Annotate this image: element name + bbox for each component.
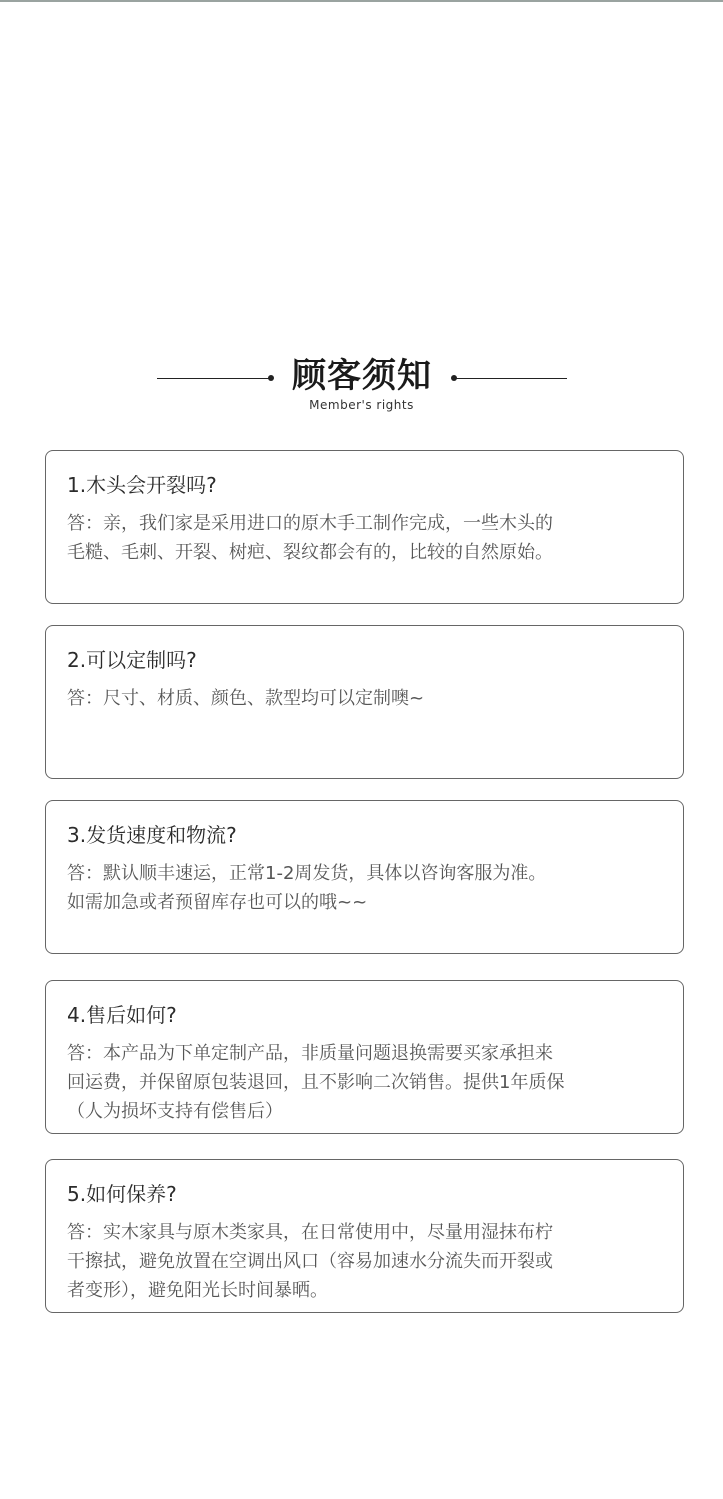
faq-card-3 — [45, 800, 684, 954]
faq-answer-line: 答：默认顺丰速运，正常1-2周发货，具体以咨询客服为准。 — [67, 863, 547, 884]
faq-question: 3.发货速度和物流? — [67, 823, 237, 847]
faq-card-2 — [45, 625, 684, 779]
right-decorative-line — [456, 378, 567, 379]
faq-answer-line: 毛糙、毛刺、开裂、树疤、裂纹都会有的，比较的自然原始。 — [67, 542, 553, 563]
faq-answer-line: 答：本产品为下单定制产品，非质量问题退换需要买家承担来 — [67, 1043, 553, 1064]
faq-answer-line: 者变形），避免阳光长时间暴晒。 — [67, 1280, 328, 1301]
left-decorative-dot — [268, 375, 274, 381]
faq-card-5 — [45, 1159, 684, 1313]
faq-answer-line: 答：亲，我们家是采用进口的原木手工制作完成，一些木头的 — [67, 513, 553, 534]
faq-card-4 — [45, 980, 684, 1134]
faq-answer — [67, 1039, 665, 1126]
faq-card-1 — [45, 450, 684, 604]
faq-answer — [67, 1218, 665, 1305]
faq-answer-line: 答：实木家具与原木类家具，在日常使用中，尽量用湿抹布柠 — [67, 1222, 553, 1243]
faq-question: 5.如何保养? — [67, 1182, 177, 1206]
faq-answer-line: 答：尺寸、材质、颜色、款型均可以定制噢~ — [67, 688, 425, 709]
faq-answer-line: 干擦拭，避免放置在空调出风口（容易加速水分流失而开裂或 — [67, 1251, 553, 1272]
faq-question: 2.可以定制吗? — [67, 648, 197, 672]
faq-answer — [67, 509, 665, 567]
faq-answer-line: 如需加急或者预留库存也可以的哦~~ — [67, 892, 368, 913]
left-decorative-line — [157, 378, 270, 379]
faq-answer-line: 回运费，并保留原包装退回，且不影响二次销售。提供1年质保 — [67, 1072, 565, 1093]
top-edge-divider — [0, 0, 723, 2]
faq-answer-line: （人为损坏支持有偿售后） — [67, 1101, 283, 1122]
section-heading — [0, 352, 723, 422]
faq-question: 4.售后如何? — [67, 1003, 177, 1027]
section-title: 顾客须知 — [292, 356, 432, 396]
faq-question: 1.木头会开裂吗? — [67, 473, 217, 497]
faq-answer — [67, 859, 665, 917]
faq-answer — [67, 684, 665, 713]
section-subtitle: Member's rights — [309, 398, 414, 412]
heading-title-row — [0, 352, 723, 402]
